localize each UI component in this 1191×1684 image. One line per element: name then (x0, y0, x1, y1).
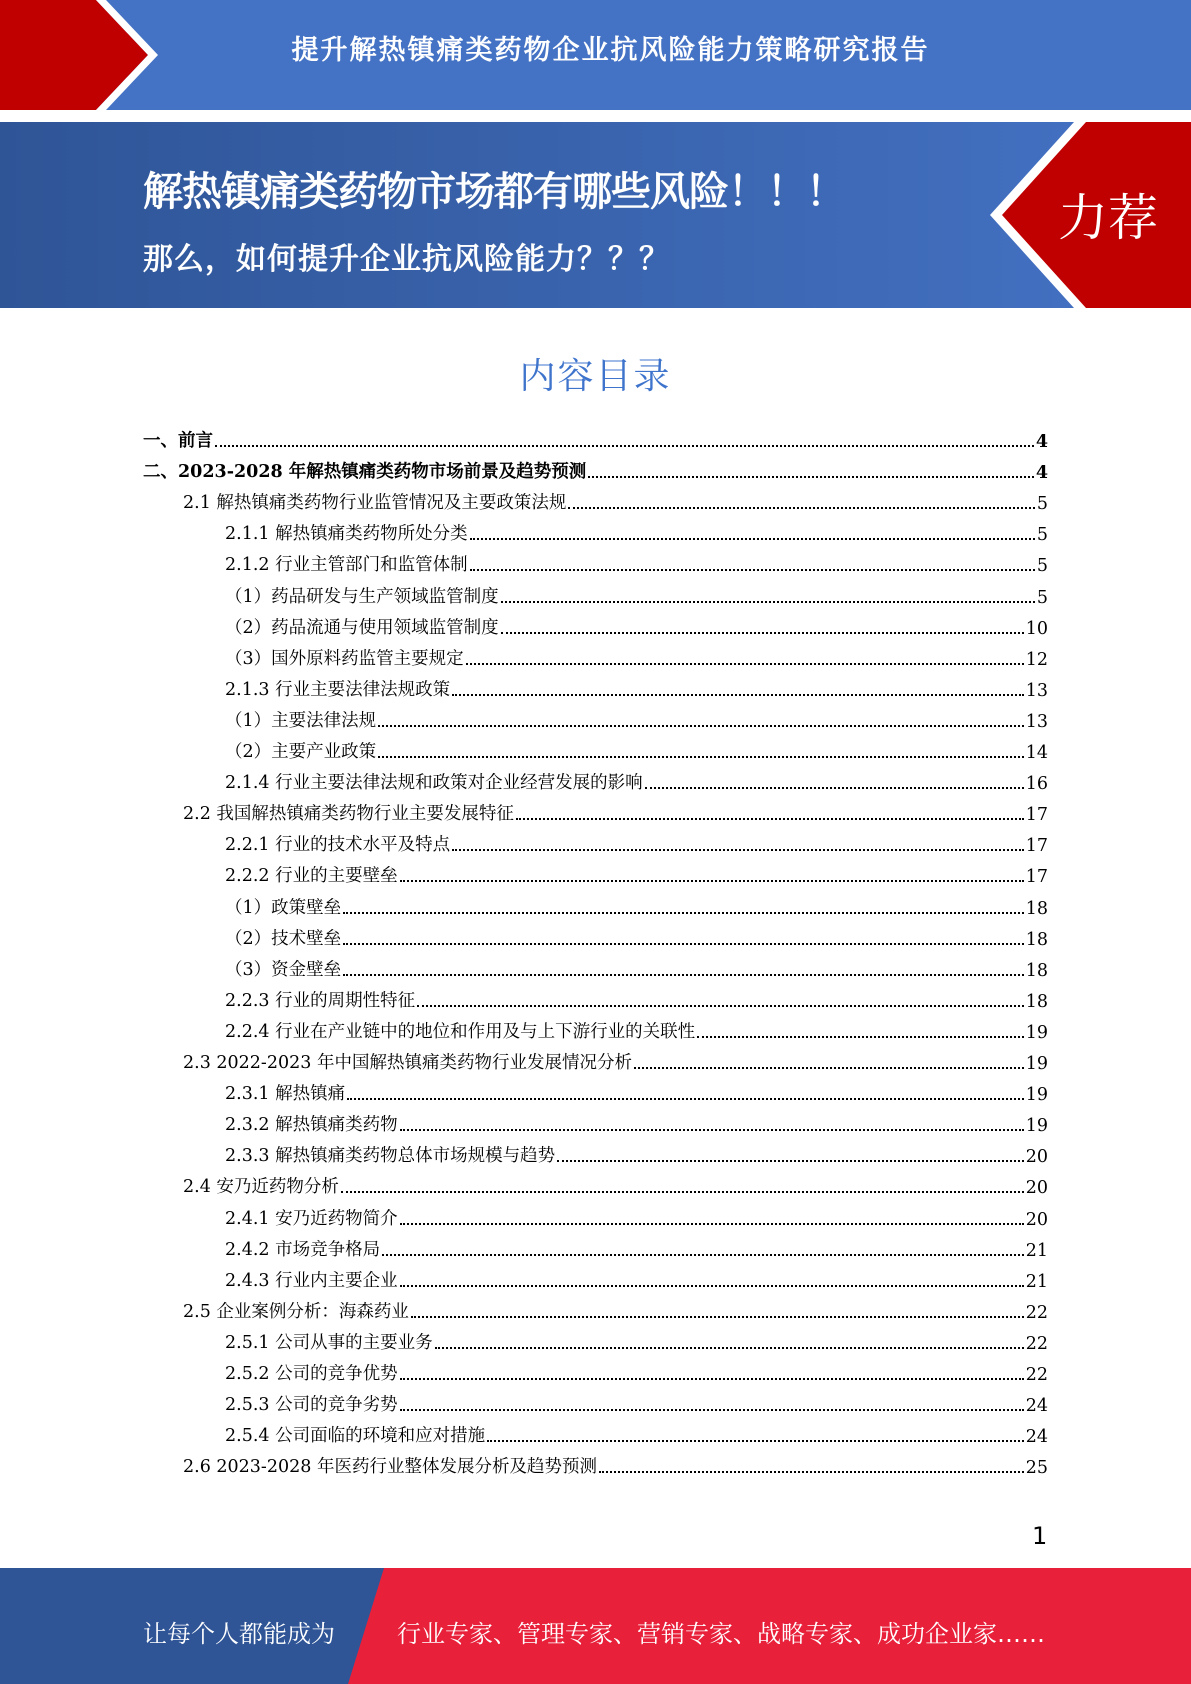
toc-entry-text: （1）药品研发与生产领域监管制度 (225, 586, 499, 607)
toc-entry-text: 2.1.4 行业主要法律法规和政策对企业经营发展的影响 (225, 773, 643, 794)
toc-leader-dots (588, 476, 1034, 478)
toc-entry[interactable] (225, 732, 1048, 763)
toc-entry[interactable] (225, 670, 1048, 701)
hero-headline: 解热镇痛类药物市场都有哪些风险！！！ (143, 169, 845, 215)
toc-entry[interactable] (143, 452, 1048, 483)
toc-entry-page: 19 (1025, 1022, 1048, 1043)
toc-entry[interactable] (183, 794, 1048, 825)
toc-entry-page: 22 (1025, 1333, 1048, 1354)
toc-entry-text: 2.1.3 行业主要法律法规政策 (225, 679, 451, 700)
toc-entry-text: 2.5.2 公司的竞争优势 (225, 1364, 398, 1384)
toc-entry[interactable] (183, 1043, 1048, 1074)
toc-entry[interactable] (225, 1136, 1048, 1167)
toc-entry-page: 5 (1036, 525, 1048, 546)
toc-leader-dots (347, 1098, 1024, 1100)
toc-leader-dots (341, 1191, 1024, 1193)
toc-entry-page: 13 (1025, 711, 1048, 732)
toc-entry[interactable] (225, 888, 1048, 919)
toc-entry[interactable] (225, 608, 1048, 639)
toc-leader-dots (400, 1129, 1024, 1131)
toc-leader-dots (516, 818, 1024, 820)
toc-entry-page: 19 (1025, 1116, 1048, 1137)
toc-entry-page: 18 (1025, 898, 1048, 919)
toc-leader-dots (568, 507, 1034, 509)
toc-entry[interactable] (225, 577, 1048, 608)
toc-entry[interactable] (225, 545, 1048, 576)
toc-entry[interactable] (183, 1292, 1048, 1323)
toc-title: 内容目录 (519, 356, 672, 397)
toc-entry-text: （2）主要产业政策 (225, 742, 377, 762)
toc-entry[interactable] (225, 1230, 1048, 1261)
toc-entry-text: 2.5.1 公司从事的主要业务 (225, 1332, 433, 1353)
toc-entry-page: 20 (1025, 1178, 1048, 1199)
toc-entry[interactable] (183, 1167, 1048, 1198)
toc-entry-page: 19 (1025, 1085, 1048, 1106)
toc-entry-page: 20 (1025, 1147, 1048, 1168)
toc-entry-text: 2.2.2 行业的主要壁垒 (225, 866, 398, 887)
toc-entry-page: 18 (1025, 991, 1048, 1012)
toc-leader-dots (382, 1254, 1024, 1256)
toc-entry-text: 2.2 我国解热镇痛类药物行业主要发展特征 (183, 804, 514, 825)
toc-entry-text: （2）药品流通与使用领域监管制度 (225, 617, 499, 638)
toc-entry[interactable] (225, 639, 1048, 670)
toc-entry-text: （2）技术壁垒 (225, 928, 342, 949)
toc-entry-text: 2.5.3 公司的竞争劣势 (225, 1395, 398, 1416)
toc-entry-text: 2.5.4 公司面临的环境和应对措施 (225, 1426, 486, 1447)
toc-leader-dots (501, 601, 1035, 603)
toc-entry[interactable] (225, 981, 1048, 1012)
toc-entry-text: （1）政策壁垒 (225, 897, 342, 918)
toc-entry[interactable] (225, 514, 1048, 545)
toc-leader-dots (470, 538, 1035, 540)
toc-entry[interactable] (225, 763, 1048, 794)
toc-leader-dots (215, 445, 1034, 447)
toc-entry-text: 2.1 解热镇痛类药物行业监管情况及主要政策法规 (183, 493, 567, 514)
toc-entry-page: 13 (1025, 680, 1048, 701)
toc-entry-page: 24 (1025, 1427, 1048, 1448)
toc-entry-text: 2.4.3 行业内主要企业 (225, 1270, 398, 1291)
toc-leader-dots (501, 632, 1024, 634)
toc-entry-text: 2.4 安乃近药物分析 (183, 1177, 339, 1198)
toc-leader-dots (599, 1471, 1024, 1473)
toc-entry-text: （3）资金壁垒 (225, 959, 342, 980)
toc-leader-dots (400, 1223, 1024, 1225)
toc-entry-page: 10 (1025, 618, 1048, 639)
toc-entry-page: 25 (1025, 1458, 1048, 1479)
toc-entry[interactable] (225, 1385, 1048, 1416)
toc-leader-dots (400, 1409, 1024, 1411)
toc-leader-dots (634, 1067, 1024, 1069)
toc-entry-page: 18 (1025, 960, 1048, 981)
toc-entry-page: 17 (1025, 867, 1048, 888)
toc-entry-page: 12 (1025, 649, 1048, 670)
toc-entry-page: 14 (1025, 743, 1048, 763)
toc-entry-page: 16 (1025, 774, 1048, 795)
toc-entry-text: 2.3.3 解热镇痛类药物总体市场规模与趋势 (225, 1146, 556, 1167)
toc-entry-text: 2.4.2 市场竞争格局 (225, 1239, 381, 1260)
toc-entry-text: 2.3 2022-2023 年中国解热镇痛类药物行业发展情况分析 (183, 1053, 632, 1073)
toc-leader-dots (343, 974, 1024, 976)
toc-entry-page: 5 (1036, 494, 1048, 515)
toc-entry[interactable] (225, 1416, 1048, 1447)
toc-entry[interactable] (225, 1199, 1048, 1230)
toc-entry-text: 2.3.2 解热镇痛类药物 (225, 1115, 398, 1136)
toc-leader-dots (466, 663, 1024, 665)
toc-entry[interactable] (225, 1354, 1048, 1385)
hero-subheadline: 那么，如何提升企业抗风险能力？？？ (143, 242, 670, 277)
toc-entry-page: 19 (1025, 1054, 1048, 1074)
toc-entry[interactable] (183, 483, 1048, 514)
toc-leader-dots (452, 694, 1024, 696)
toc-entry[interactable] (225, 1012, 1048, 1043)
toc-entry-text: 2.1.1 解热镇痛类药物所处分类 (225, 524, 468, 545)
toc-entry-page: 21 (1025, 1271, 1048, 1292)
toc-leader-dots (378, 725, 1024, 727)
footer-slogan-right: 行业专家、管理专家、营销专家、战略专家、成功企业家…… (397, 1620, 1045, 1648)
toc-entry[interactable] (225, 701, 1048, 732)
toc-entry-text: 2.2.1 行业的技术水平及特点 (225, 835, 451, 856)
toc-leader-dots (487, 1440, 1024, 1442)
toc-entry[interactable] (225, 1105, 1048, 1136)
toc-entry-text: （3）国外原料药监管主要规定 (225, 648, 464, 669)
toc-leader-dots (343, 943, 1024, 945)
toc-entry-page: 21 (1025, 1240, 1048, 1261)
toc-entry-page: 22 (1025, 1365, 1048, 1385)
toc-leader-dots (645, 787, 1024, 789)
toc-entry[interactable] (225, 1074, 1048, 1105)
toc-leader-dots (400, 880, 1024, 882)
toc-leader-dots (343, 912, 1024, 914)
toc-entry-text: （1）主要法律法规 (225, 710, 377, 731)
toc-entry[interactable] (183, 1447, 1048, 1478)
toc-entry-page: 4 (1035, 463, 1048, 484)
page-number: 1 (1032, 1522, 1048, 1550)
toc-entry[interactable] (225, 825, 1048, 856)
toc-entry-page: 24 (1025, 1396, 1048, 1417)
toc-entry-page: 17 (1025, 805, 1048, 826)
toc-leader-dots (400, 1378, 1024, 1380)
toc-leader-dots (378, 756, 1024, 758)
report-title: 提升解热镇痛类药物企业抗风险能力策略研究报告 (291, 35, 930, 66)
toc-entry-text: 2.1.2 行业主管部门和监管体制 (225, 555, 468, 576)
toc-leader-dots (697, 1036, 1024, 1038)
recommend-badge: 力荐 (1058, 189, 1158, 247)
footer-slogan-left: 让每个人都能成为 (143, 1620, 335, 1648)
toc-entry[interactable] (225, 1323, 1048, 1354)
toc-entry-page: 18 (1025, 929, 1048, 950)
toc-leader-dots (400, 1285, 1024, 1287)
toc-entry[interactable] (225, 1261, 1048, 1292)
toc-entry-text: 二、2023-2028 年解热镇痛类药物市场前景及趋势预测 (143, 462, 587, 483)
toc-leader-dots (557, 1160, 1024, 1162)
toc-leader-dots (470, 569, 1035, 571)
toc-entry[interactable] (225, 919, 1048, 950)
toc-entry-page: 22 (1025, 1302, 1048, 1323)
toc-entry-text: 2.4.1 安乃近药物简介 (225, 1208, 398, 1229)
toc-leader-dots (452, 849, 1024, 851)
toc-entry-page: 5 (1036, 556, 1048, 577)
toc-entry-text: 2.5 企业案例分析：海森药业 (183, 1301, 409, 1322)
toc-entry[interactable] (225, 856, 1048, 887)
toc-entry[interactable] (225, 950, 1048, 981)
toc-entry-page: 5 (1036, 587, 1048, 608)
toc-entry-page: 20 (1025, 1209, 1048, 1230)
toc-entry[interactable] (143, 421, 1048, 452)
toc-entry-text: 2.2.4 行业在产业链中的地位和作用及与上下游行业的关联性 (225, 1021, 696, 1042)
toc-leader-dots (411, 1316, 1024, 1318)
toc-entry-page: 17 (1025, 836, 1048, 857)
toc-entry-page: 4 (1035, 432, 1048, 452)
toc-leader-dots (435, 1347, 1024, 1349)
toc-entry-text: 2.3.1 解热镇痛 (225, 1084, 346, 1105)
toc-entry-text: 2.2.3 行业的周期性特征 (225, 990, 416, 1011)
toc-entry-text: 一、前言 (143, 431, 213, 451)
toc-entry-text: 2.6 2023-2028 年医药行业整体发展分析及趋势预测 (183, 1457, 597, 1478)
toc-leader-dots (417, 1005, 1024, 1007)
